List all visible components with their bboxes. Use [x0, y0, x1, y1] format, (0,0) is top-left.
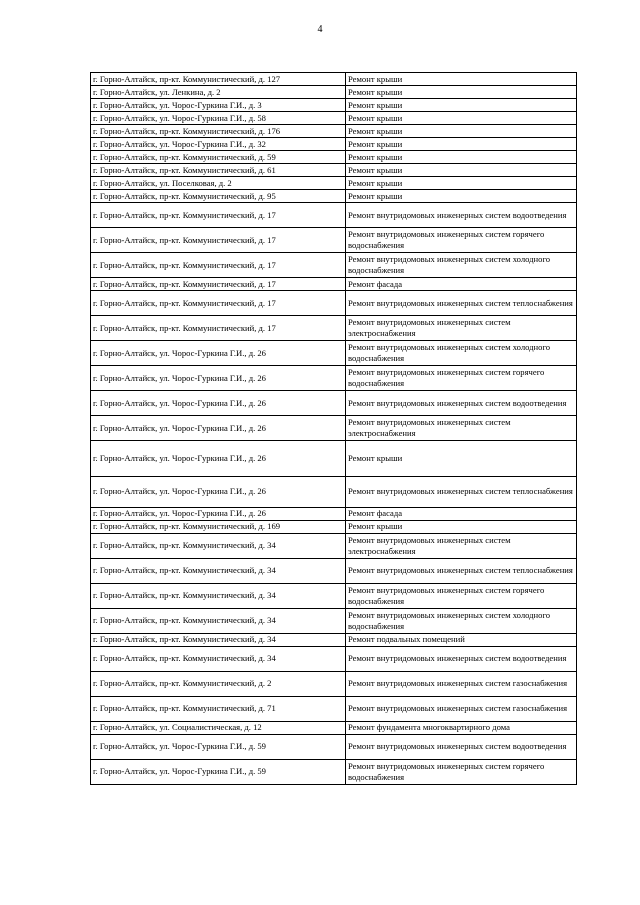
address-cell: г. Горно-Алтайск, пр-кт. Коммунистический, д. 34	[91, 533, 346, 558]
work-type-cell: Ремонт внутридомовых инженерных систем водоотведения	[346, 734, 577, 759]
table-row	[91, 734, 577, 759]
address-cell: г. Горно-Алтайск, ул. Чорос-Гуркина Г.И., д. 26	[91, 341, 346, 366]
table-row	[91, 164, 577, 177]
work-type-cell: Ремонт крыши	[346, 177, 577, 190]
work-type-cell: Ремонт внутридомовых инженерных систем холодного водоснабжения	[346, 341, 577, 366]
address-cell: г. Горно-Алтайск, ул. Чорос-Гуркина Г.И., д. 26	[91, 441, 346, 477]
address-cell: г. Горно-Алтайск, пр-кт. Коммунистический, д. 95	[91, 190, 346, 203]
page-number: 4	[317, 24, 323, 35]
table-row	[91, 696, 577, 721]
table-row	[91, 203, 577, 228]
table-row	[91, 73, 577, 86]
address-cell: г. Горно-Алтайск, пр-кт. Коммунистический, д. 71	[91, 696, 346, 721]
table-row	[91, 759, 577, 784]
work-type-cell: Ремонт внутридомовых инженерных систем теплоснабжения	[346, 558, 577, 583]
table-row	[91, 441, 577, 477]
work-type-cell: Ремонт внутридомовых инженерных систем холодного водоснабжения	[346, 253, 577, 278]
address-cell: г. Горно-Алтайск, пр-кт. Коммунистический, д. 127	[91, 73, 346, 86]
table-row	[91, 86, 577, 99]
work-type-cell: Ремонт внутридомовых инженерных систем горячего водоснабжения	[346, 366, 577, 391]
address-cell: г. Горно-Алтайск, пр-кт. Коммунистический, д. 34	[91, 558, 346, 583]
work-type-cell: Ремонт фундамента многоквартирного дома	[346, 721, 577, 734]
address-cell: г. Горно-Алтайск, ул. Социалистическая, д. 12	[91, 721, 346, 734]
work-type-cell: Ремонт крыши	[346, 125, 577, 138]
work-type-cell: Ремонт внутридомовых инженерных систем теплоснабжения	[346, 291, 577, 316]
work-type-cell: Ремонт внутридомовых инженерных систем газоснабжения	[346, 671, 577, 696]
work-type-cell: Ремонт внутридомовых инженерных систем электроснабжения	[346, 316, 577, 341]
work-type-cell: Ремонт фасада	[346, 278, 577, 291]
work-type-cell: Ремонт внутридомовых инженерных систем холодного водоснабжения	[346, 608, 577, 633]
work-type-cell: Ремонт крыши	[346, 441, 577, 477]
address-cell: г. Горно-Алтайск, ул. Чорос-Гуркина Г.И., д. 58	[91, 112, 346, 125]
table-row	[91, 138, 577, 151]
address-cell: г. Горно-Алтайск, пр-кт. Коммунистический, д. 17	[91, 228, 346, 253]
table-row	[91, 416, 577, 441]
address-cell: г. Горно-Алтайск, ул. Чорос-Гуркина Г.И., д. 26	[91, 416, 346, 441]
table-row	[91, 278, 577, 291]
address-cell: г. Горно-Алтайск, ул. Поселковая, д. 2	[91, 177, 346, 190]
work-type-cell: Ремонт внутридомовых инженерных систем водоотведения	[346, 203, 577, 228]
table-row	[91, 291, 577, 316]
address-cell: г. Горно-Алтайск, пр-кт. Коммунистический, д. 34	[91, 583, 346, 608]
work-type-cell: Ремонт крыши	[346, 151, 577, 164]
work-type-cell: Ремонт внутридомовых инженерных систем водоотведения	[346, 646, 577, 671]
address-cell: г. Горно-Алтайск, ул. Чорос-Гуркина Г.И., д. 26	[91, 366, 346, 391]
table-row	[91, 151, 577, 164]
address-cell: г. Горно-Алтайск, пр-кт. Коммунистический, д. 176	[91, 125, 346, 138]
address-cell: г. Горно-Алтайск, пр-кт. Коммунистический, д. 34	[91, 646, 346, 671]
table-row	[91, 366, 577, 391]
work-type-cell: Ремонт внутридомовых инженерных систем газоснабжения	[346, 696, 577, 721]
address-cell: г. Горно-Алтайск, пр-кт. Коммунистический, д. 169	[91, 520, 346, 533]
address-cell: г. Горно-Алтайск, пр-кт. Коммунистический, д. 2	[91, 671, 346, 696]
address-cell: г. Горно-Алтайск, ул. Чорос-Гуркина Г.И., д. 59	[91, 734, 346, 759]
table-row	[91, 112, 577, 125]
work-type-cell: Ремонт крыши	[346, 112, 577, 125]
address-cell: г. Горно-Алтайск, пр-кт. Коммунистический, д. 61	[91, 164, 346, 177]
table-row	[91, 177, 577, 190]
address-cell: г. Горно-Алтайск, пр-кт. Коммунистический, д. 17	[91, 253, 346, 278]
address-cell: г. Горно-Алтайск, пр-кт. Коммунистический, д. 17	[91, 291, 346, 316]
work-type-cell: Ремонт внутридомовых инженерных систем водоотведения	[346, 391, 577, 416]
work-type-cell: Ремонт крыши	[346, 520, 577, 533]
table-row	[91, 608, 577, 633]
table-row	[91, 558, 577, 583]
address-cell: г. Горно-Алтайск, ул. Чорос-Гуркина Г.И., д. 59	[91, 759, 346, 784]
table-row	[91, 721, 577, 734]
address-cell: г. Горно-Алтайск, пр-кт. Коммунистический, д. 17	[91, 278, 346, 291]
work-type-cell: Ремонт внутридомовых инженерных систем горячего водоснабжения	[346, 228, 577, 253]
work-type-cell: Ремонт крыши	[346, 164, 577, 177]
address-cell: г. Горно-Алтайск, ул. Чорос-Гуркина Г.И., д. 32	[91, 138, 346, 151]
table-row	[91, 507, 577, 520]
table-row	[91, 253, 577, 278]
work-type-cell: Ремонт крыши	[346, 138, 577, 151]
address-cell: г. Горно-Алтайск, ул. Чорос-Гуркина Г.И., д. 26	[91, 477, 346, 508]
work-type-cell: Ремонт фасада	[346, 507, 577, 520]
work-type-cell: Ремонт внутридомовых инженерных систем электроснабжения	[346, 533, 577, 558]
table-row	[91, 341, 577, 366]
address-cell: г. Горно-Алтайск, ул. Ленкина, д. 2	[91, 86, 346, 99]
work-type-cell: Ремонт крыши	[346, 73, 577, 86]
table-row	[91, 477, 577, 508]
table-row	[91, 228, 577, 253]
table-row	[91, 633, 577, 646]
table-row	[91, 316, 577, 341]
address-cell: г. Горно-Алтайск, ул. Чорос-Гуркина Г.И., д. 3	[91, 99, 346, 112]
work-type-cell: Ремонт подвальных помещений	[346, 633, 577, 646]
address-cell: г. Горно-Алтайск, ул. Чорос-Гуркина Г.И., д. 26	[91, 507, 346, 520]
repair-works-table	[90, 72, 577, 785]
table-row	[91, 391, 577, 416]
table-row	[91, 583, 577, 608]
table-row	[91, 646, 577, 671]
work-type-cell: Ремонт внутридомовых инженерных систем горячего водоснабжения	[346, 583, 577, 608]
work-type-cell: Ремонт крыши	[346, 99, 577, 112]
table-row	[91, 520, 577, 533]
work-type-cell: Ремонт внутридомовых инженерных систем теплоснабжения	[346, 477, 577, 508]
address-cell: г. Горно-Алтайск, пр-кт. Коммунистический, д. 59	[91, 151, 346, 164]
address-cell: г. Горно-Алтайск, пр-кт. Коммунистический, д. 17	[91, 316, 346, 341]
table-row	[91, 99, 577, 112]
work-type-cell: Ремонт внутридомовых инженерных систем электроснабжения	[346, 416, 577, 441]
table-row	[91, 671, 577, 696]
address-cell: г. Горно-Алтайск, ул. Чорос-Гуркина Г.И., д. 26	[91, 391, 346, 416]
table-row	[91, 190, 577, 203]
table-body	[91, 73, 577, 785]
work-type-cell: Ремонт крыши	[346, 190, 577, 203]
address-cell: г. Горно-Алтайск, пр-кт. Коммунистический, д. 34	[91, 633, 346, 646]
work-type-cell: Ремонт внутридомовых инженерных систем горячего водоснабжения	[346, 759, 577, 784]
table-row	[91, 533, 577, 558]
address-cell: г. Горно-Алтайск, пр-кт. Коммунистический, д. 34	[91, 608, 346, 633]
address-cell: г. Горно-Алтайск, пр-кт. Коммунистический, д. 17	[91, 203, 346, 228]
table-row	[91, 125, 577, 138]
work-type-cell: Ремонт крыши	[346, 86, 577, 99]
